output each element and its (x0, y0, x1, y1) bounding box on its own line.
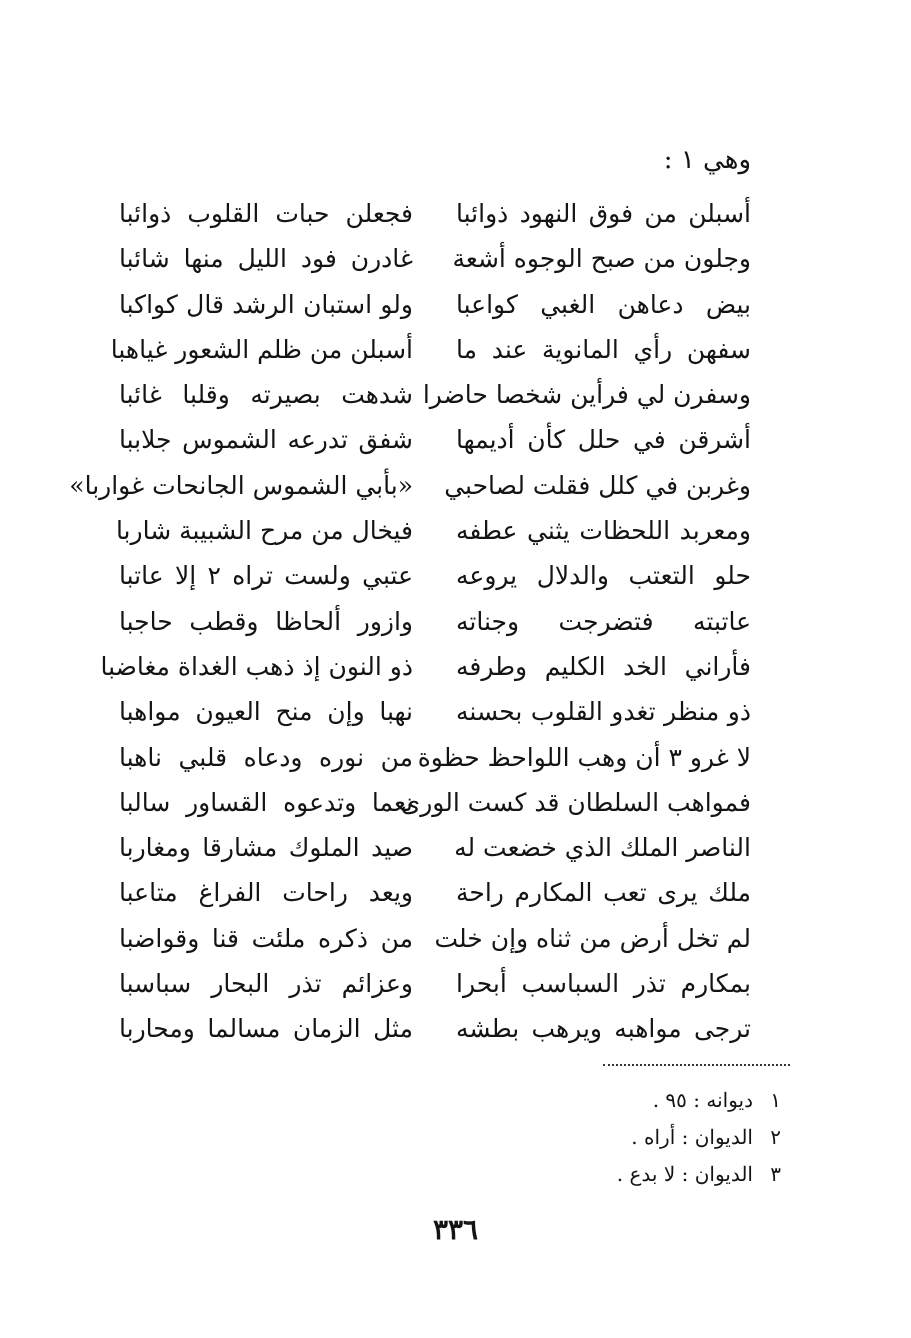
verse-first-hemistich: وسفرن لي فرأين شخصا حاضرا (422, 380, 751, 410)
verse-second-hemistich: مثل الزمان مسالما ومحاربا (119, 1014, 413, 1044)
verse-first-hemistich: فمواهب السلطان قد كست الورى (400, 787, 751, 817)
verse-second-hemistich: شدهت بصيرته وقلبا غائبا (119, 380, 413, 410)
verse (103, 194, 751, 239)
footnote (481, 1082, 781, 1119)
verse (100, 647, 751, 692)
verse (103, 375, 751, 420)
verse-second-hemistich: غادرن فود الليل منها شائبا (119, 244, 413, 274)
verse-second-hemistich: من نوره ودعاه قلبي ناهبا (119, 742, 413, 772)
verse-second-hemistich: وازور ألحاظا وقطب حاجبا (119, 606, 413, 636)
footnote-text: الديوان : لا بدع . (616, 1162, 753, 1186)
poem (69, 194, 751, 1055)
verse (103, 602, 751, 647)
verse (103, 556, 751, 601)
verse-second-hemistich: نهبا وإن منح العيون مواهبا (119, 697, 413, 727)
verse-second-hemistich: فيخال من مرح الشبيبة شاربا (115, 516, 413, 546)
verse-second-hemistich: نعما وتدعوه القساور سالبا (119, 787, 413, 817)
verse (103, 239, 751, 284)
verse-first-hemistich: ذو منظر تغدو القلوب بحسنه (456, 697, 751, 727)
verse (103, 692, 751, 737)
verse-first-hemistich: عاتبته فتضرجت وجناته (456, 606, 751, 636)
footnote-number: ٢ (770, 1125, 781, 1149)
verse-first-hemistich: وغربن في كلل فقلت لصاحبي (444, 470, 751, 500)
verse (103, 738, 751, 783)
verse-second-hemistich: فجعلن حبات القلوب ذوائبا (119, 199, 413, 228)
footnote (481, 1119, 781, 1156)
verse-first-hemistich: لم تخل أرض من ثناه وإن خلت (434, 923, 751, 953)
verse (103, 1009, 751, 1054)
verse (103, 964, 751, 1009)
verse-first-hemistich: ومعربد اللحظات يثني عطفه (456, 516, 751, 546)
footnotes (481, 1082, 781, 1193)
page-number: ٣٣٦ (432, 1213, 479, 1246)
footnote-text: الديوان : أراه . (631, 1125, 753, 1149)
verse (103, 783, 751, 828)
verse (103, 420, 751, 465)
verse-second-hemistich: ذو النون إذ ذهب الغداة مغاضبا (100, 651, 413, 681)
verse-first-hemistich: لا غرو ٣ أن وهب اللواحظ حظوة (417, 742, 751, 772)
verse-second-hemistich: صيد الملوك مشارقا ومغاربا (119, 833, 413, 863)
footnote-text: ديوانه : ٩٥ . (652, 1088, 753, 1112)
footnote (481, 1156, 781, 1193)
verse-first-hemistich: وجلون من صبح الوجوه أشعة (452, 244, 751, 274)
verse-first-hemistich: حلو التعتب والدلال يروعه (456, 561, 751, 591)
verse (69, 466, 751, 511)
footnote-number: ١ (770, 1088, 781, 1112)
verse-first-hemistich: بيض دعاهن الغبي كواعبا (456, 289, 751, 319)
verse-second-hemistich: عتبي ولست تراه ٢ إلا عاتبا (119, 561, 413, 591)
verse-first-hemistich: فأراني الخد الكليم وطرفه (456, 651, 751, 681)
verse-first-hemistich: ترجى مواهبه ويرهب بطشه (456, 1014, 751, 1044)
verse (103, 285, 751, 330)
verse-first-hemistich: سفهن رأي المانوية عند ما (456, 334, 751, 364)
verse (103, 828, 751, 873)
verse-first-hemistich: بمكارم تذر السباسب أبحرا (456, 969, 751, 999)
verse (103, 919, 751, 964)
verse-second-hemistich: ويعد راحات الفراغ متاعبا (119, 878, 413, 908)
footnote-divider (603, 1064, 790, 1066)
footnote-number: ٣ (770, 1162, 781, 1186)
verse-second-hemistich: من ذكره ملئت قنا وقواضبا (119, 923, 413, 953)
verse-second-hemistich: «بأبي الشموس الجانحات غواربا» (69, 470, 413, 500)
verse (103, 873, 751, 918)
verse-first-hemistich: أسبلن من فوق النهود ذوائبا (456, 199, 751, 228)
poem-intro: وهي ١ : (663, 145, 751, 175)
verse-first-hemistich: ملك يرى تعب المكارم راحة (456, 878, 751, 908)
verse (103, 330, 751, 375)
verse-second-hemistich: ولو استبان الرشد قال كواكبا (119, 289, 413, 319)
verse-second-hemistich: شفق تدرعه الشموس جلاببا (119, 425, 413, 455)
verse (103, 511, 751, 556)
verse-first-hemistich: الناصر الملك الذي خضعت له (454, 833, 751, 863)
verse-second-hemistich: وعزائم تذر البحار سباسبا (119, 969, 413, 999)
verse-second-hemistich: أسبلن من ظلم الشعور غياهبا (110, 334, 413, 364)
verse-first-hemistich: أشرقن في حلل كأن أديمها (456, 425, 751, 455)
